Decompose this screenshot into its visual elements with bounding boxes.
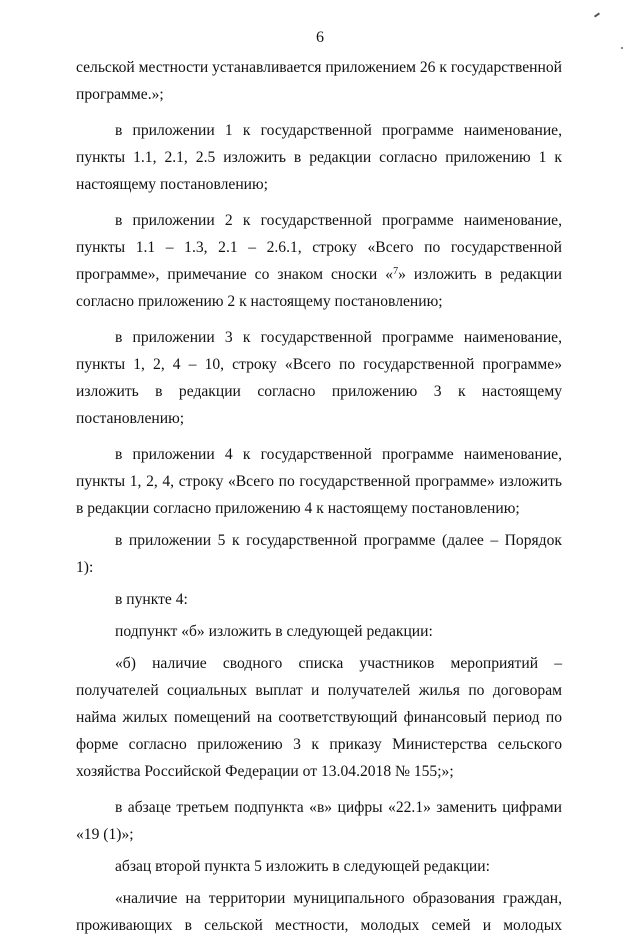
footnote-mark: 7 [393,266,399,277]
paragraph-appendix-5: в приложении 5 к государственной программе (далее – Порядок 1): [76,532,562,576]
paragraph-appendix-4: в приложении 4 к государственной программе наименование, пункты 1, 2, 4, строку «Всего по государственной программе» изложить в редакции согласно приложению 4 к настоящему постановлению; [76,446,562,517]
paragraph-subpoint-b: подпункт «б» изложить в следующей редакции: [115,623,433,640]
scan-artifact-mark [594,12,600,17]
paragraph-appendix-2-text-a: в приложении 2 к государственной программе наименование, пункты 1.1 – 1.3, 2.1 – 2.6.1, строку «Всего по государственной программе», примечание со знаком сноски « [76,212,562,283]
paragraph-continuation: сельской местности устанавливается приложением 26 к государственной программе.»; [76,59,562,103]
paragraph-appendix-3: в приложении 3 к государственной программе наименование, пункты 1, 2, 4 – 10, строку «Всего по государственной программе» изложить в редакции согласно приложению 3 к настоящему постановлению; [76,329,562,427]
document-body [76,54,562,939]
scan-artifact-dot [621,47,623,49]
page-number: 6 [316,29,324,46]
paragraph-subpoint-v: в абзаце третьем подпункта «в» цифры «22.1» заменить цифрами «19 (1)»; [76,799,562,843]
paragraph-appendix-2-text-b: » изложить в редакции согласно приложению 2 к настоящему постановлению; [76,266,562,310]
paragraph-appendix-2 [76,207,562,315]
paragraph-appendix-1: в приложении 1 к государственной программе наименование, пункты 1.1, 2.1, 2.5 изложить в редакции согласно приложению 1 к настоящему постановлению; [76,122,562,193]
paragraph-point-4: в пункте 4: [115,591,188,608]
paragraph-point-5: абзац второй пункта 5 изложить в следующей редакции: [115,858,490,875]
paragraph-quoted-b: «б) наличие сводного списка участников мероприятий – получателей социальных выплат и получателей жилья по договорам найма жилых помещений на соответствующий финансовый период по форме согласно приложению 3 к приказу Министерства сельского хозяйства Российской Федерации от 13.04.2018 № 155;»; [76,655,562,780]
paragraph-quoted-presence: «наличие на территории муниципального образования граждан, проживающих в сельской местности, молодых семей и молодых [76,890,562,934]
